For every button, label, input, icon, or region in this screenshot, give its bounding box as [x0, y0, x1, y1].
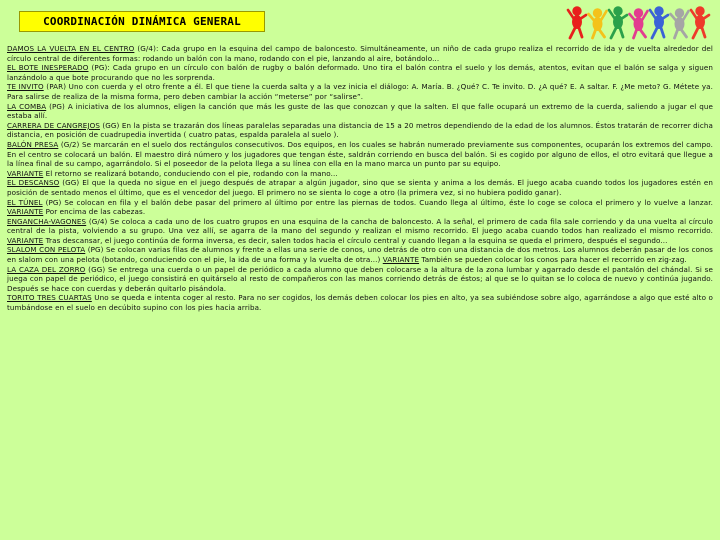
- game-entry: [7, 121, 713, 140]
- variant-description: También se pueden colocar los conos para hacer el recorrido en zig-zag.: [419, 255, 687, 265]
- game-name: TE INVITO: [7, 82, 44, 92]
- game-description: (GG) En la pista se trazarán dos líneas paralelas separadas una distancia de 15 a 20 metros dependiendo de la edad de los alumnos. Éstos tratarán de recorrer dicha distancia, en posición de cuadrupedia invertida ( cuatro patas, espalda paralela al suelo ).: [7, 120, 713, 140]
- game-entry: [7, 198, 713, 217]
- game-description: El retorno se realizará botando, conduciendo con el pie, rodando con la mano...: [43, 168, 338, 178]
- game-name: EL BOTE INESPERADO: [7, 63, 89, 73]
- variant-label: VARIANTE: [382, 255, 420, 265]
- game-name: LA CAZA DEL ZORRO: [7, 264, 86, 274]
- game-entry: [7, 245, 713, 264]
- dancing-figure-icon: [671, 9, 689, 38]
- game-description: Uno se queda e intenta coger al resto. Para no ser cogidos, los demás deben colocar los pies en alto, ya sea subiéndose sobre algo, agarrándose a algo que esté alto o tumbándose en el suelo en decúbito supino con los pies hacia arriba.: [7, 293, 713, 313]
- game-entry: [7, 293, 713, 312]
- game-entry: [7, 63, 713, 82]
- game-entry: [7, 178, 713, 197]
- game-description: (PG) Se colocan en fila y el balón debe pasar del primero al último por entre las piernas de todos. Cuando llega al último, éste lo coge se coloca el primero y lo vuelve a lanzar.: [42, 197, 713, 207]
- game-description: (PG) Se colocan varias filas de alumnos y frente a ellas una serie de conos, uno detrás de otro con una distancia de dos metros. Los alumnos deberán pasar de los conos en slalom con una pelota (botando, conduciendo con el pie, la ida de una forma y la vuelta de otra...): [7, 245, 713, 265]
- game-entry: [7, 102, 713, 121]
- game-name: LA COMBA: [7, 101, 47, 111]
- variant-label: VARIANTE: [7, 235, 44, 245]
- game-entry: [7, 82, 713, 101]
- game-name: CARRERA DE CANGREJOS: [7, 120, 100, 130]
- game-entry: [7, 217, 713, 246]
- game-name: EL DESCANSO: [7, 178, 60, 188]
- game-name: TORITO TRES CUARTAS: [7, 293, 92, 303]
- game-name: VARIANTE: [7, 168, 44, 178]
- variant-description: Tras descansar, el juego continúa de forma inversa, es decir, salen todos hacia el círculo central y cuando llegan a la esquina se queda el primero, después el segundo...: [43, 235, 668, 245]
- game-name: EL TÚNEL: [7, 197, 43, 207]
- game-description: (G/4): Cada grupo en la esquina del campo de baloncesto. Simultáneamente, un niño de cada grupo realiza el recorrido de ida y de vuelta alrededor del círculo central de diferentes formas: rodando un balón con la mano, rodando con el pie, lanzando al aire, botándolo...: [7, 44, 713, 63]
- dancing-figure-icon: [650, 7, 668, 38]
- game-name: SLALOM CON PELOTA: [7, 245, 86, 255]
- dancing-figure-icon: [609, 7, 627, 38]
- game-entry: [7, 140, 713, 169]
- dancing-figure-icon: [630, 9, 648, 38]
- variant-description: Por encima de las cabezas.: [43, 207, 146, 217]
- dancing-figure-icon: [691, 7, 709, 38]
- variant-label: VARIANTE: [7, 207, 44, 217]
- game-description: (PAR) Uno con cuerda y el otro frente a él. El que tiene la cuerda salta y a la vez inicia el diálogo: A. María. B. ¿Qué? C. Te invito. D. ¿A qué? E. A saltar. F. ¿Me meto? G. Métete ya. Para salirse de realiza de la misma forma, pero deben cambiar la acción “meterse” por “salirse”.: [7, 82, 713, 101]
- game-description: (G/4) Se coloca a cada uno de los cuatro grupos en una esquina de la cancha de baloncesto. A la señal, el primero de cada fila sale corriendo y da una vuelta al círculo central de la pista, volviendo a su grupo. Una vez allí, se agarra de la mano del segundo y realizan el mismo recorrido. El juego acaba cuando todos han realizado el mismo recorrido.: [7, 216, 713, 236]
- game-name: BALÓN PRESA: [7, 139, 59, 149]
- game-description: (GG) El que la queda no sigue en el juego después de atrapar a algún jugador, sino que se sienta y anima a los demás. El juego acaba cuando todos los jugadores estén en posición de sentado menos el último, que es el vencedor del juego. El primero no se sienta lo coge a otro (la primera vez, si no hubiera podido ganar).: [7, 178, 713, 197]
- game-entry: [7, 265, 713, 294]
- game-description: (PG): Cada grupo en un círculo con balón de rugby o balón deformado. Uno tira el balón contra el suelo y los demás, atentos, evitan que el balón se salga y siguen lanzándolo a que bote procurando que no les sorprenda.: [7, 63, 713, 82]
- game-entry: [7, 44, 713, 63]
- game-entry: [7, 169, 713, 179]
- game-name: DAMOS LA VUELTA EN EL CENTRO: [7, 44, 135, 53]
- dancing-figure-icon: [568, 7, 586, 38]
- dancing-figures-illustration: [566, 2, 716, 42]
- page-title: COORDINACIÓN DINÁMICA GENERAL: [19, 11, 265, 32]
- game-description: (G/2) Se marcarán en el suelo dos rectángulos consecutivos. Dos equipos, en los cuales se habrán numerado previamente sus componentes, ocuparán los extremos del campo. En el centro se colocará un balón. El maestro dirá número y los jugadores que tengan éste, saldrán corriendo en busca del balón. Si es cogido por alguno de ellos, el otro evitará que llegue a la línea final de su campo, agarrándolo. Si el poseedor de la pelota llega a su línea con ella en la mano marca un punto par su equipo.: [7, 139, 713, 169]
- dancing-figure-icon: [589, 9, 607, 38]
- games-list: [7, 44, 713, 313]
- game-description: (PG) A iniciativa de los alumnos, eligen la canción que más les guste de las que conozcan y que la salten. El que falle ocupará un extremo de la cuerda, saliendo a jugar el que estaba allí.: [7, 101, 713, 121]
- game-name: ENGANCHA-VAGONES: [7, 216, 87, 226]
- game-description: (GG) Se entrega una cuerda o un papel de periódico a cada alumno que deben colocarse a la altura de la zona lumbar y agarrado desde el pantalón del chándal. Si se juega con papel de periódico, el juego consistirá en quitárselo al resto de compañeros con las manos corriendo detrás de éstos; al que se lo quitan se lo coloca de nuevo y continúa jugando. Después se hace con cuerdas y deberán quitarlo pisándola.: [7, 264, 713, 293]
